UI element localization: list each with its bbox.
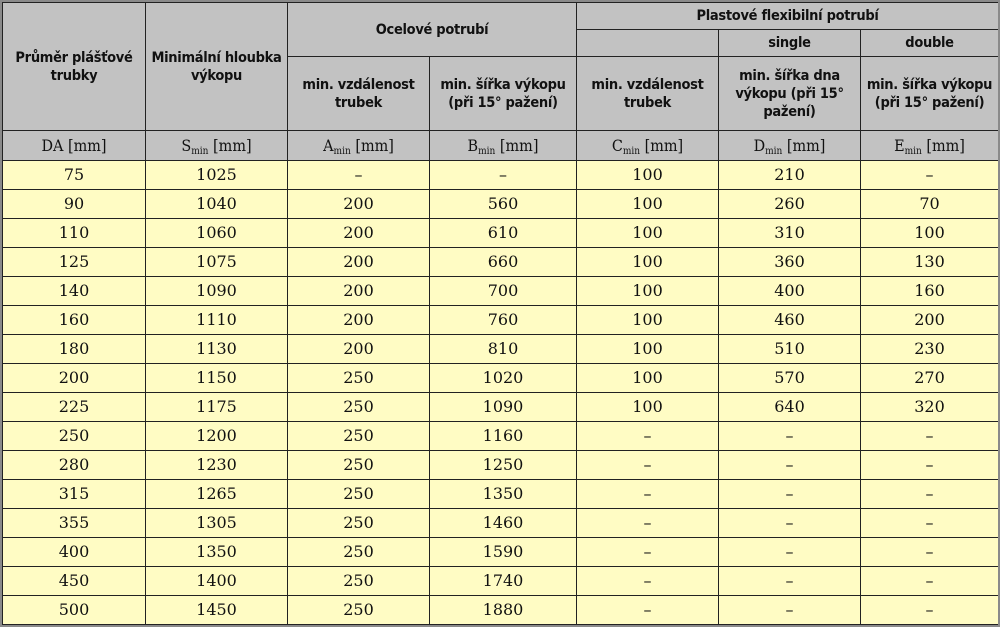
units-cell: [577, 131, 719, 161]
table-body: [3, 161, 999, 625]
table-cell: 1090: [146, 277, 288, 306]
unit-subscript: min: [333, 145, 351, 157]
table-cell: 250: [288, 393, 430, 422]
table-cell: –: [719, 509, 861, 538]
table-row: [3, 422, 999, 451]
table-cell: 1075: [146, 248, 288, 277]
table-cell: –: [577, 567, 719, 596]
table-cell: 90: [3, 190, 146, 219]
header-steel-group: Ocelové potrubí: [288, 3, 577, 57]
table-row: [3, 161, 999, 190]
unit-symbol: A: [323, 135, 334, 155]
header-plastic-min-distance: min. vzdálenost trubek: [577, 57, 719, 131]
header-steel-min-width: min. šířka výkopu (při 15° pažení): [430, 57, 577, 131]
unit-subscript: min: [904, 145, 922, 157]
table-cell: 200: [3, 364, 146, 393]
table-cell: 500: [3, 596, 146, 625]
table-row: [3, 190, 999, 219]
table-cell: 510: [719, 335, 861, 364]
unit-label: [mm]: [786, 135, 826, 155]
table-cell: 400: [3, 538, 146, 567]
trench-dimensions-table: [2, 2, 999, 625]
table-row: [3, 596, 999, 625]
table-row: [3, 335, 999, 364]
table-cell: –: [861, 538, 999, 567]
table-row: [3, 219, 999, 248]
table-cell: 110: [3, 219, 146, 248]
table-cell: 250: [288, 538, 430, 567]
table-cell: 1040: [146, 190, 288, 219]
table-cell: 570: [719, 364, 861, 393]
table-cell: 1200: [146, 422, 288, 451]
table-cell: –: [577, 596, 719, 625]
unit-label: [mm]: [355, 135, 394, 155]
table-cell: 180: [3, 335, 146, 364]
unit-symbol: C: [611, 135, 623, 155]
units-cell: [3, 131, 146, 161]
unit-label: [mm]: [926, 135, 965, 155]
table-cell: 1150: [146, 364, 288, 393]
table-cell: –: [861, 161, 999, 190]
table-cell: 75: [3, 161, 146, 190]
table-cell: 250: [288, 422, 430, 451]
table-cell: 355: [3, 509, 146, 538]
table-cell: 125: [3, 248, 146, 277]
units-cell: [288, 131, 430, 161]
table-row: [3, 393, 999, 422]
table-cell: 100: [577, 393, 719, 422]
table-cell: 760: [430, 306, 577, 335]
table-cell: 100: [577, 190, 719, 219]
table-cell: –: [861, 509, 999, 538]
table-cell: 1175: [146, 393, 288, 422]
table-cell: 70: [861, 190, 999, 219]
table-cell: 250: [288, 451, 430, 480]
units-cell: [861, 131, 999, 161]
table-cell: 200: [288, 335, 430, 364]
table-cell: 250: [288, 364, 430, 393]
table-cell: 250: [288, 509, 430, 538]
table-cell: 1025: [146, 161, 288, 190]
header-row-1: [3, 3, 999, 30]
unit-symbol: S: [181, 135, 192, 155]
table-cell: 1230: [146, 451, 288, 480]
header-single-min-width: min. šířka dna výkopu (při 15° pažení): [719, 57, 861, 131]
table-cell: –: [577, 509, 719, 538]
table-cell: 610: [430, 219, 577, 248]
table-cell: 230: [861, 335, 999, 364]
table-cell: 1350: [430, 480, 577, 509]
unit-subscript: min: [191, 145, 209, 157]
units-cell: [146, 131, 288, 161]
units-cell: [719, 131, 861, 161]
table-row: [3, 248, 999, 277]
unit-label: [mm]: [213, 135, 252, 155]
table-row: [3, 451, 999, 480]
table-cell: 100: [577, 277, 719, 306]
table-row: [3, 277, 999, 306]
table-cell: 1130: [146, 335, 288, 364]
table-row: [3, 306, 999, 335]
unit-subscript: min: [765, 145, 783, 157]
table-cell: 1110: [146, 306, 288, 335]
table-cell: 100: [577, 364, 719, 393]
table-cell: 160: [3, 306, 146, 335]
header-single: single: [719, 30, 861, 57]
unit-label: [mm]: [499, 135, 539, 155]
table-cell: 660: [430, 248, 577, 277]
table-cell: 1350: [146, 538, 288, 567]
table-cell: 1740: [430, 567, 577, 596]
table-cell: 130: [861, 248, 999, 277]
table-cell: 560: [430, 190, 577, 219]
table-cell: –: [577, 422, 719, 451]
table-row: [3, 567, 999, 596]
table-cell: 100: [577, 335, 719, 364]
table-cell: –: [719, 596, 861, 625]
header-double-min-width: min. šířka výkopu (při 15° pažení): [861, 57, 999, 131]
table-cell: –: [577, 538, 719, 567]
table-cell: 250: [3, 422, 146, 451]
table-cell: 640: [719, 393, 861, 422]
table-cell: 250: [288, 596, 430, 625]
unit-label: [mm]: [67, 135, 107, 155]
table-cell: 1305: [146, 509, 288, 538]
table-row: [3, 538, 999, 567]
unit-subscript: min: [478, 145, 496, 157]
unit-symbol: D: [753, 135, 766, 155]
table-cell: –: [861, 567, 999, 596]
table-cell: 1450: [146, 596, 288, 625]
table-row: [3, 480, 999, 509]
header-plastic-group: Plastové flexibilní potrubí: [577, 3, 999, 30]
table-cell: 460: [719, 306, 861, 335]
table-cell: 100: [577, 306, 719, 335]
table-cell: 225: [3, 393, 146, 422]
header-min-depth: Minimální hloubka výkopu: [146, 3, 288, 131]
table-cell: –: [719, 567, 861, 596]
table-cell: 210: [719, 161, 861, 190]
table-cell: –: [430, 161, 577, 190]
table-cell: 100: [861, 219, 999, 248]
table-cell: 100: [577, 161, 719, 190]
table-cell: 700: [430, 277, 577, 306]
table-cell: 200: [861, 306, 999, 335]
table-cell: 280: [3, 451, 146, 480]
header-diameter: Průměr plášťové trubky: [3, 3, 146, 131]
table-cell: 200: [288, 306, 430, 335]
table-cell: –: [719, 538, 861, 567]
table-cell: 200: [288, 190, 430, 219]
table-cell: 1265: [146, 480, 288, 509]
table-cell: 810: [430, 335, 577, 364]
table-cell: 200: [288, 277, 430, 306]
unit-symbol: B: [467, 135, 479, 155]
table-cell: 100: [577, 219, 719, 248]
header-steel-min-distance: min. vzdálenost trubek: [288, 57, 430, 131]
unit-symbol: E: [894, 135, 905, 155]
table-cell: 270: [861, 364, 999, 393]
unit-subscript: min: [622, 145, 641, 157]
table-cell: 1020: [430, 364, 577, 393]
header-double: double: [861, 30, 999, 57]
table-cell: –: [861, 422, 999, 451]
table-cell: 250: [288, 480, 430, 509]
table-cell: –: [577, 480, 719, 509]
header-plastic-blank: [577, 30, 719, 57]
table-row: [3, 364, 999, 393]
table-cell: 1250: [430, 451, 577, 480]
table-cell: 1060: [146, 219, 288, 248]
units-cell: [430, 131, 577, 161]
table-cell: 400: [719, 277, 861, 306]
table-cell: 1590: [430, 538, 577, 567]
table-cell: 250: [288, 567, 430, 596]
table-cell: 260: [719, 190, 861, 219]
table-cell: –: [861, 596, 999, 625]
table-cell: –: [719, 422, 861, 451]
table-cell: –: [719, 480, 861, 509]
table-cell: –: [577, 451, 719, 480]
table-cell: –: [861, 451, 999, 480]
units-row: [3, 131, 999, 161]
table-cell: 1460: [430, 509, 577, 538]
unit-symbol: DA: [41, 135, 64, 155]
table-cell: 1880: [430, 596, 577, 625]
table-cell: 315: [3, 480, 146, 509]
table-cell: –: [719, 451, 861, 480]
table-cell: 140: [3, 277, 146, 306]
table-cell: 1400: [146, 567, 288, 596]
table-cell: 200: [288, 248, 430, 277]
table-cell: 450: [3, 567, 146, 596]
table-cell: 1090: [430, 393, 577, 422]
table-cell: 200: [288, 219, 430, 248]
table-row: [3, 509, 999, 538]
table-cell: 310: [719, 219, 861, 248]
table-cell: 160: [861, 277, 999, 306]
table-cell: 360: [719, 248, 861, 277]
table-cell: –: [861, 480, 999, 509]
table-cell: 1160: [430, 422, 577, 451]
table-cell: 320: [861, 393, 999, 422]
table-cell: 100: [577, 248, 719, 277]
table-cell: –: [288, 161, 430, 190]
unit-label: [mm]: [644, 135, 684, 155]
